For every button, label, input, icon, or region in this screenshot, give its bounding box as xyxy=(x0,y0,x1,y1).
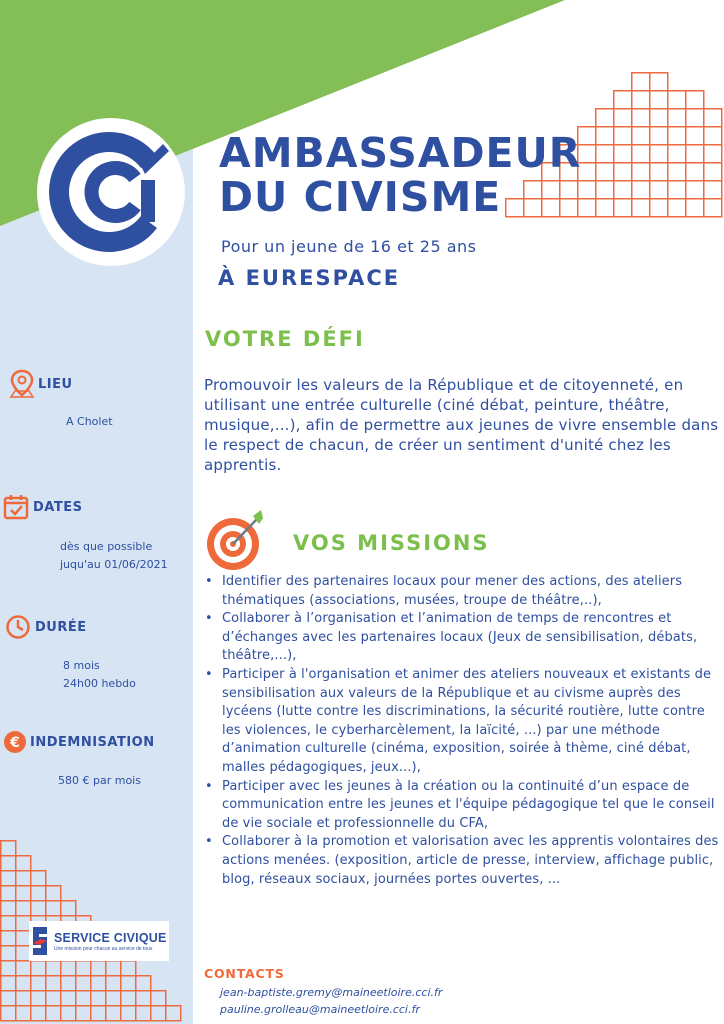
grid-cell xyxy=(614,181,632,199)
grid-cell xyxy=(46,961,61,976)
grid-cell xyxy=(1,856,16,871)
grid-cell xyxy=(16,1006,31,1021)
grid-cell xyxy=(136,991,151,1006)
grid-cell xyxy=(650,163,668,181)
grid-cell xyxy=(704,109,722,127)
grid-cell xyxy=(686,181,704,199)
duree-line-2: 24h00 hebdo xyxy=(63,677,136,690)
contact-email-2[interactable]: pauline.grolleau@maineetloire.cci.fr xyxy=(220,1003,420,1016)
grid-cell xyxy=(121,1006,136,1021)
mission-text: Participer avec les jeunes à la création ou la continuité d’un espace de communication entre les jeunes et l'équipe pédagogique tel que le conseil de vie sociale et professionnelle du CFA, xyxy=(222,778,715,831)
grid-cell xyxy=(46,991,61,1006)
contacts-title: CONTACTS xyxy=(204,966,285,981)
grid-cell xyxy=(61,1006,76,1021)
grid-cell xyxy=(686,109,704,127)
grid-cell xyxy=(686,145,704,163)
mission-text: Identifier des partenaires locaux pour mener des actions, des ateliers thématiques (associations, musées, troupe de théâtre,..), xyxy=(222,574,683,608)
grid-cell xyxy=(31,871,46,886)
grid-cell xyxy=(686,199,704,217)
grid-cell xyxy=(668,181,686,199)
grid-cell xyxy=(106,961,121,976)
title-line-1: AMBASSADEUR xyxy=(219,129,582,177)
grid-cell xyxy=(704,145,722,163)
list-item xyxy=(202,833,722,889)
grid-cell xyxy=(31,886,46,901)
dates-line-1: dès que possible xyxy=(60,540,153,553)
grid-cell xyxy=(650,73,668,91)
grid-cell xyxy=(121,961,136,976)
list-item xyxy=(202,666,722,778)
grid-cell xyxy=(31,961,46,976)
service-civique-mark-icon xyxy=(29,925,51,957)
grid-cell xyxy=(632,199,650,217)
grid-cell xyxy=(166,1006,181,1021)
grid-cell xyxy=(61,976,76,991)
grid-cell xyxy=(1,1006,16,1021)
grid-cell xyxy=(704,163,722,181)
grid-cell xyxy=(1,991,16,1006)
dates-label: DATES xyxy=(33,499,83,515)
grid-cell xyxy=(76,976,91,991)
grid-cell xyxy=(650,145,668,163)
grid-cell xyxy=(61,901,76,916)
grid-cell xyxy=(1,946,16,961)
grid-cell xyxy=(614,199,632,217)
calendar-icon xyxy=(3,494,29,520)
duree-line-1: 8 mois xyxy=(63,659,100,672)
grid-cell xyxy=(632,145,650,163)
grid-cell xyxy=(76,1006,91,1021)
grid-cell xyxy=(668,91,686,109)
mission-text: Collaborer à l’organisation et l’animation de temps de rencontres et d’échanges avec les partenaires locaux (Jeux de sensibilisation, débats, théâtre,...), xyxy=(222,611,698,664)
list-item xyxy=(202,610,722,666)
service-civique-tagline: Une mission pour chacun au service de tous xyxy=(54,945,153,952)
grid-cell xyxy=(1,841,16,856)
indemnisation-label: INDEMNISATION xyxy=(30,734,155,750)
grid-cell xyxy=(46,1006,61,1021)
grid-cell xyxy=(632,91,650,109)
grid-cell xyxy=(91,1006,106,1021)
grid-cell xyxy=(106,1006,121,1021)
grid-cell xyxy=(16,886,31,901)
grid-cell xyxy=(668,199,686,217)
grid-cell xyxy=(16,901,31,916)
duree-label: DURÉE xyxy=(35,619,87,635)
missions-list xyxy=(202,573,722,889)
grid-cell xyxy=(596,199,614,217)
grid-cell xyxy=(106,991,121,1006)
bullet-icon: • xyxy=(205,574,213,589)
svg-text:€: € xyxy=(10,735,20,751)
dates-heading xyxy=(3,494,82,520)
grid-cell xyxy=(121,991,136,1006)
grid-cell xyxy=(31,1006,46,1021)
grid-cell xyxy=(1,976,16,991)
grid-cell xyxy=(1,871,16,886)
grid-cell xyxy=(16,871,31,886)
grid-cell xyxy=(31,901,46,916)
grid-cell xyxy=(668,163,686,181)
grid-cell xyxy=(151,1006,166,1021)
grid-cell xyxy=(16,961,31,976)
lieu-heading xyxy=(9,369,73,399)
grid-cell xyxy=(650,91,668,109)
grid-cell xyxy=(704,127,722,145)
grid-cell xyxy=(668,109,686,127)
grid-cell xyxy=(61,991,76,1006)
bullet-icon: • xyxy=(205,666,213,682)
location-pin-icon xyxy=(9,369,35,399)
grid-cell xyxy=(31,976,46,991)
grid-cell xyxy=(46,901,61,916)
grid-cell xyxy=(46,976,61,991)
target-icon xyxy=(205,510,269,574)
grid-cell xyxy=(151,991,166,1006)
grid-cell xyxy=(16,976,31,991)
grid-cell xyxy=(650,109,668,127)
grid-cell xyxy=(704,199,722,217)
grid-cell xyxy=(686,127,704,145)
bullet-icon: • xyxy=(205,611,213,627)
grid-cell xyxy=(632,127,650,145)
grid-cell xyxy=(596,127,614,145)
grid-cell xyxy=(596,109,614,127)
grid-cell xyxy=(1,886,16,901)
mission-text: Participer à l'organisation et animer des ateliers nouveaux et existants de sensibilisation aux valeurs de la République et au civisme auprès des lycéens (lutte contre les discriminations, la sécurité routière, lutte contre les violences, le cyberharcèlement, la laïcité, ...) par une méthode d’animation culturelle (cinéma, exposition, soirée à thème, ciné débat, malles pédagogiques, jeux...), xyxy=(222,666,712,775)
grid-cell xyxy=(596,181,614,199)
service-civique-logo xyxy=(29,921,169,961)
grid-cell xyxy=(686,163,704,181)
indemnisation-heading xyxy=(4,731,155,753)
grid-cell xyxy=(16,856,31,871)
grid-cell xyxy=(76,961,91,976)
grid-cell xyxy=(614,145,632,163)
grid-cell xyxy=(632,73,650,91)
clock-icon xyxy=(5,614,31,640)
service-civique-title: SERVICE CIVIQUE xyxy=(54,930,167,945)
grid-cell xyxy=(91,961,106,976)
grid-cell xyxy=(596,163,614,181)
grid-cell xyxy=(1,931,16,946)
dates-line-2: juqu'au 01/06/2021 xyxy=(60,558,168,571)
lieu-label: LIEU xyxy=(38,376,73,392)
grid-cell xyxy=(632,109,650,127)
grid-cell xyxy=(686,91,704,109)
grid-cell xyxy=(136,976,151,991)
contact-email-1[interactable]: jean-baptiste.gremy@maineetloire.cci.fr xyxy=(220,986,443,999)
indemnisation-value: 580 € par mois xyxy=(58,774,141,787)
bullet-icon: • xyxy=(205,778,213,794)
grid-cell xyxy=(16,991,31,1006)
grid-cell xyxy=(614,91,632,109)
grid-cell xyxy=(46,886,61,901)
grid-cell xyxy=(1,961,16,976)
grid-cell xyxy=(614,163,632,181)
duree-heading xyxy=(5,614,87,640)
grid-cell xyxy=(614,127,632,145)
missions-title: VOS MISSIONS xyxy=(293,531,490,555)
grid-cell xyxy=(91,991,106,1006)
grid-cell xyxy=(650,127,668,145)
grid-cell xyxy=(668,145,686,163)
grid-cell xyxy=(632,163,650,181)
place-heading: À EURESPACE xyxy=(218,266,401,290)
grid-cell xyxy=(632,181,650,199)
euro-icon xyxy=(4,731,26,753)
grid-cell xyxy=(650,199,668,217)
bullet-icon: • xyxy=(205,834,213,850)
mission-text: Collaborer à la promotion et valorisation avec les apprentis volontaires des actions menées. (exposition, article de presse, interview, affichage public, blog, réseaux sociaux, journées portes ouvertes, ... xyxy=(222,834,719,887)
page-title xyxy=(219,131,581,219)
lieu-value: A Cholet xyxy=(66,415,113,428)
list-item xyxy=(202,778,722,834)
list-item xyxy=(202,573,722,610)
grid-cell xyxy=(1,916,16,931)
defi-text: Promouvoir les valeurs de la République et de citoyenneté, en utilisant une entrée culturelle (ciné débat, peinture, théâtre, musique,...), afin de permettre aux jeunes de vivre ensemble dans le respect de chacun, de créer un sentiment d'unité chez les apprentis. xyxy=(204,376,719,474)
grid-cell xyxy=(121,976,136,991)
title-line-2: DU CIVISME xyxy=(219,173,502,221)
grid-cell xyxy=(76,991,91,1006)
grid-cell xyxy=(1,901,16,916)
cci-logo xyxy=(37,118,185,266)
defi-title: VOTRE DÉFI xyxy=(205,327,365,351)
grid-cell xyxy=(704,181,722,199)
grid-cell xyxy=(136,1006,151,1021)
grid-cell xyxy=(668,127,686,145)
grid-cell xyxy=(650,181,668,199)
grid-cell xyxy=(91,976,106,991)
grid-cell xyxy=(614,109,632,127)
subtitle: Pour un jeune de 16 et 25 ans xyxy=(221,237,477,256)
grid-cell xyxy=(31,991,46,1006)
grid-cell xyxy=(596,145,614,163)
grid-cell xyxy=(106,976,121,991)
grid-cell xyxy=(61,961,76,976)
